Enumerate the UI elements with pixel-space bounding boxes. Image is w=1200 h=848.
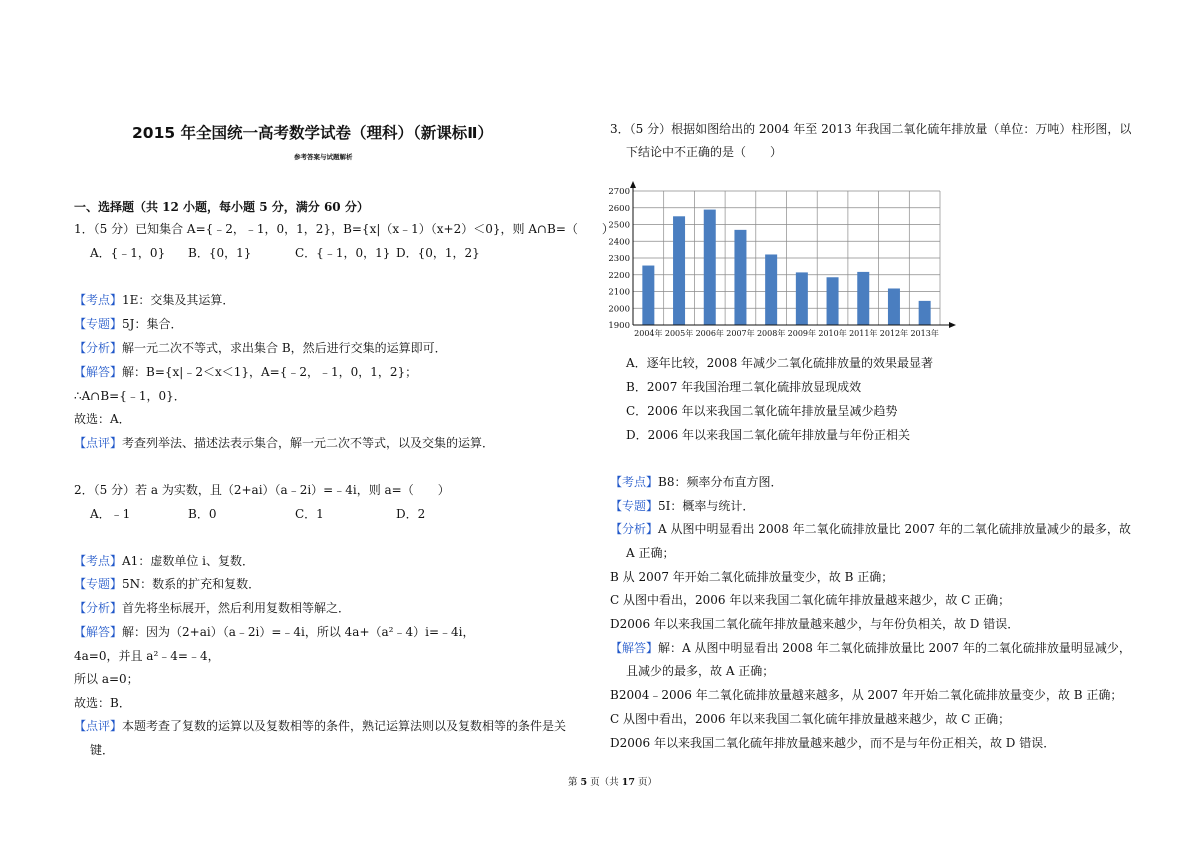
zhuanti-tag: 【专题】 <box>74 317 123 331</box>
bar-2009年 <box>796 272 808 325</box>
q3-jieda-d: D2006 年以来我国二氧化硫年排放量越来越少，而不是与年份正相关，故 D 错误． <box>610 736 1056 750</box>
dianping-tag: 【点评】 <box>74 436 123 450</box>
x-tick-label: 2007年 <box>726 329 755 338</box>
y-tick-label: 2600 <box>608 203 630 214</box>
q1-option-b[interactable]: B．{0，1} <box>188 246 252 260</box>
page-number: 5 <box>580 777 588 788</box>
x-tick-label: 2010年 <box>818 329 847 338</box>
page-title: 2015 年全国统一高考数学试卷（理科）（新课标Ⅱ） <box>132 124 493 142</box>
q2-kaodian <box>74 553 254 569</box>
q1-stem: 1．（5 分）已知集合 A={﹣2，﹣1，0，1，2}，B={x|（x﹣1）（x+2）＜0}，则 A∩B=（ ） <box>74 222 614 236</box>
q3-fenxi-c: C 从图中看出，2006 年以来我国二氧化硫年排放量越来越少，故 C 正确； <box>610 593 1011 607</box>
q3-fenxi-d: D2006 年以来我国二氧化硫年排放量越来越少，与年份负相关，故 D 错误． <box>610 617 1020 631</box>
q2-zhuanti <box>74 576 260 592</box>
x-tick-label: 2006年 <box>695 329 724 338</box>
q3-option-a[interactable]: A．逐年比较，2008 年减少二氧化硫排放量的效果最显著 <box>626 356 934 370</box>
q3-zhuanti <box>610 498 754 514</box>
q3-option-d[interactable]: D．2006 年以来我国二氧化硫年排放量与年份正相关 <box>626 428 910 442</box>
bar-2013年 <box>919 301 931 325</box>
zhuanti-tag: 【专题】 <box>74 577 123 591</box>
q1-jieda-text: 解：B={x|﹣2＜x＜1}，A={﹣2，﹣1，0，1，2}； <box>122 365 418 379</box>
q1-fenxi <box>74 340 447 356</box>
y-tick-label: 2000 <box>608 304 630 315</box>
x-tick-label: 2004年 <box>634 329 663 338</box>
y-tick-label: 1900 <box>608 321 630 331</box>
q2-jieda <box>74 624 474 640</box>
q2-kaodian-text: A1：虚数单位 i、复数． <box>122 554 254 568</box>
bar-2006年 <box>704 210 716 325</box>
q1-dianping-text: 考查列举法、描述法表示集合，解一元二次不等式，以及交集的运算． <box>122 436 495 450</box>
q3-fenxi-b: B 从 2007 年开始二氧化硫排放量变少，故 B 正确； <box>610 570 894 584</box>
q3-fenxi-cont: A 正确； <box>626 546 675 560</box>
chart-axes <box>608 181 956 338</box>
q3-fenxi-text: A 从图中明显看出 2008 年二氧化硫排放量比 2007 年的二氧化硫排放量减少的最多，故 <box>658 522 1131 536</box>
q2-solution-line: 所以 a=0； <box>74 672 139 686</box>
dianping-tag: 【点评】 <box>74 719 123 733</box>
q2-zhuanti-text: 5N：数系的扩充和复数． <box>122 577 261 591</box>
q1-zhuanti-text: 5J：集合． <box>122 317 183 331</box>
q3-jieda-c: C 从图中看出，2006 年以来我国二氧化硫年排放量越来越少，故 C 正确； <box>610 712 1011 726</box>
x-tick-label: 2012年 <box>879 329 909 338</box>
bar-2005年 <box>673 216 685 325</box>
bar-2004年 <box>642 266 654 325</box>
kaodian-tag: 【考点】 <box>74 554 123 568</box>
q3-option-b[interactable]: B．2007 年我国治理二氧化硫排放显现成效 <box>626 380 862 394</box>
fenxi-tag: 【分析】 <box>74 601 123 615</box>
q3-jieda <box>610 640 1131 656</box>
x-axis-arrow-icon <box>949 322 956 328</box>
y-tick-label: 2400 <box>608 237 630 248</box>
fenxi-tag: 【分析】 <box>610 522 659 536</box>
kaodian-tag: 【考点】 <box>610 475 659 489</box>
jieda-tag: 【解答】 <box>74 625 123 639</box>
q1-kaodian <box>74 292 234 308</box>
footer-prefix: 第 <box>568 777 581 788</box>
q3-fenxi <box>610 521 1131 537</box>
q3-kaodian <box>610 474 782 490</box>
footer-suffix: 页） <box>634 777 657 788</box>
q2-option-d[interactable]: D．2 <box>396 507 426 521</box>
q1-fenxi-text: 解一元二次不等式，求出集合 B，然后进行交集的运算即可． <box>122 341 447 355</box>
q3-jieda-cont: 且减少的最多，故 A 正确； <box>626 664 775 678</box>
q3-zhuanti-text: 5I：概率与统计． <box>658 499 755 513</box>
y-tick-label: 2100 <box>608 287 630 298</box>
q1-zhuanti <box>74 316 182 332</box>
q1-dianping <box>74 435 494 451</box>
q1-solution-line: ∴A∩B={﹣1，0}． <box>74 389 186 403</box>
x-tick-label: 2011年 <box>849 329 878 338</box>
y-tick-label: 2200 <box>608 270 630 281</box>
y-tick-label: 2700 <box>608 187 630 197</box>
q1-jieda <box>74 364 417 380</box>
q3-stem: 3．（5 分）根据如图给出的 2004 年至 2013 年我国二氧化硫年排放量（单位：万吨）柱形图，以 <box>610 122 1132 136</box>
q3-stem-cont: 下结论中不正确的是（ ） <box>626 145 783 159</box>
q2-dianping-text: 本题考查了复数的运算以及复数相等的条件，熟记运算法则以及复数相等的条件是关 <box>122 719 567 733</box>
q1-option-c[interactable]: C．{﹣1，0，1} <box>295 246 391 260</box>
y-tick-label: 2300 <box>608 254 630 264</box>
q2-dianping-cont: 键． <box>90 743 115 757</box>
q2-jieda-text: 解：因为（2+ai）（a﹣2i）=﹣4i，所以 4a+（a²﹣4）i=﹣4i， <box>122 625 475 639</box>
bar-2012年 <box>888 288 900 325</box>
q1-answer: 故选：A． <box>74 412 131 426</box>
section-heading: 一、选择题（共 12 小题，每小题 5 分，满分 60 分） <box>74 200 369 214</box>
q3-jieda-b: B2004﹣2006 年二氧化硫排放量越来越多，从 2007 年开始二氧化硫排放量变少，故 B 正确； <box>610 688 1123 702</box>
q3-option-c[interactable]: C．2006 年以来我国二氧化硫年排放量呈减少趋势 <box>626 404 898 418</box>
jieda-tag: 【解答】 <box>610 641 659 655</box>
q2-fenxi-text: 首先将坐标展开，然后利用复数相等解之． <box>122 601 351 615</box>
page-subtitle: 参考答案与试题解析 <box>294 153 353 161</box>
so2-bar-chart <box>603 180 963 345</box>
q2-option-a[interactable]: A．﹣1 <box>90 507 131 521</box>
page-total: 17 <box>621 777 635 788</box>
q1-option-a[interactable]: A．{﹣1，0} <box>90 246 166 260</box>
jieda-tag: 【解答】 <box>74 365 123 379</box>
q1-option-d[interactable]: D．{0，1，2} <box>396 246 480 260</box>
bar-2010年 <box>827 277 839 325</box>
y-axis-arrow-icon <box>630 181 636 188</box>
q2-dianping <box>74 718 566 734</box>
q1-kaodian-text: 1E：交集及其运算． <box>122 293 235 307</box>
bar-2007年 <box>734 230 746 325</box>
fenxi-tag: 【分析】 <box>74 341 123 355</box>
x-tick-label: 2005年 <box>664 329 694 338</box>
q2-solution-line: 4a=0，并且 a²﹣4=﹣4， <box>74 649 220 663</box>
bar-2011年 <box>857 272 869 325</box>
zhuanti-tag: 【专题】 <box>610 499 659 513</box>
q3-jieda-text: 解：A 从图中明显看出 2008 年二氧化硫排放量比 2007 年的二氧化硫排放量明显减少， <box>658 641 1131 655</box>
kaodian-tag: 【考点】 <box>74 293 123 307</box>
x-tick-label: 2013年 <box>910 329 939 338</box>
x-tick-label: 2009年 <box>787 329 817 338</box>
y-tick-label: 2500 <box>608 220 630 231</box>
footer-mid: 页（共 <box>587 777 622 788</box>
q2-fenxi <box>74 600 350 616</box>
x-tick-label: 2008年 <box>756 329 786 338</box>
q2-stem: 2．（5 分）若 a 为实数，且（2+ai）（a﹣2i）=﹣4i，则 a=（ ） <box>74 483 450 497</box>
q2-answer: 故选：B． <box>74 696 131 710</box>
q2-option-b[interactable]: B．0 <box>188 507 217 521</box>
q2-option-c[interactable]: C．1 <box>295 507 324 521</box>
q3-kaodian-text: B8：频率分布直方图． <box>658 475 783 489</box>
bar-2008年 <box>765 254 777 325</box>
page-footer <box>568 774 657 788</box>
